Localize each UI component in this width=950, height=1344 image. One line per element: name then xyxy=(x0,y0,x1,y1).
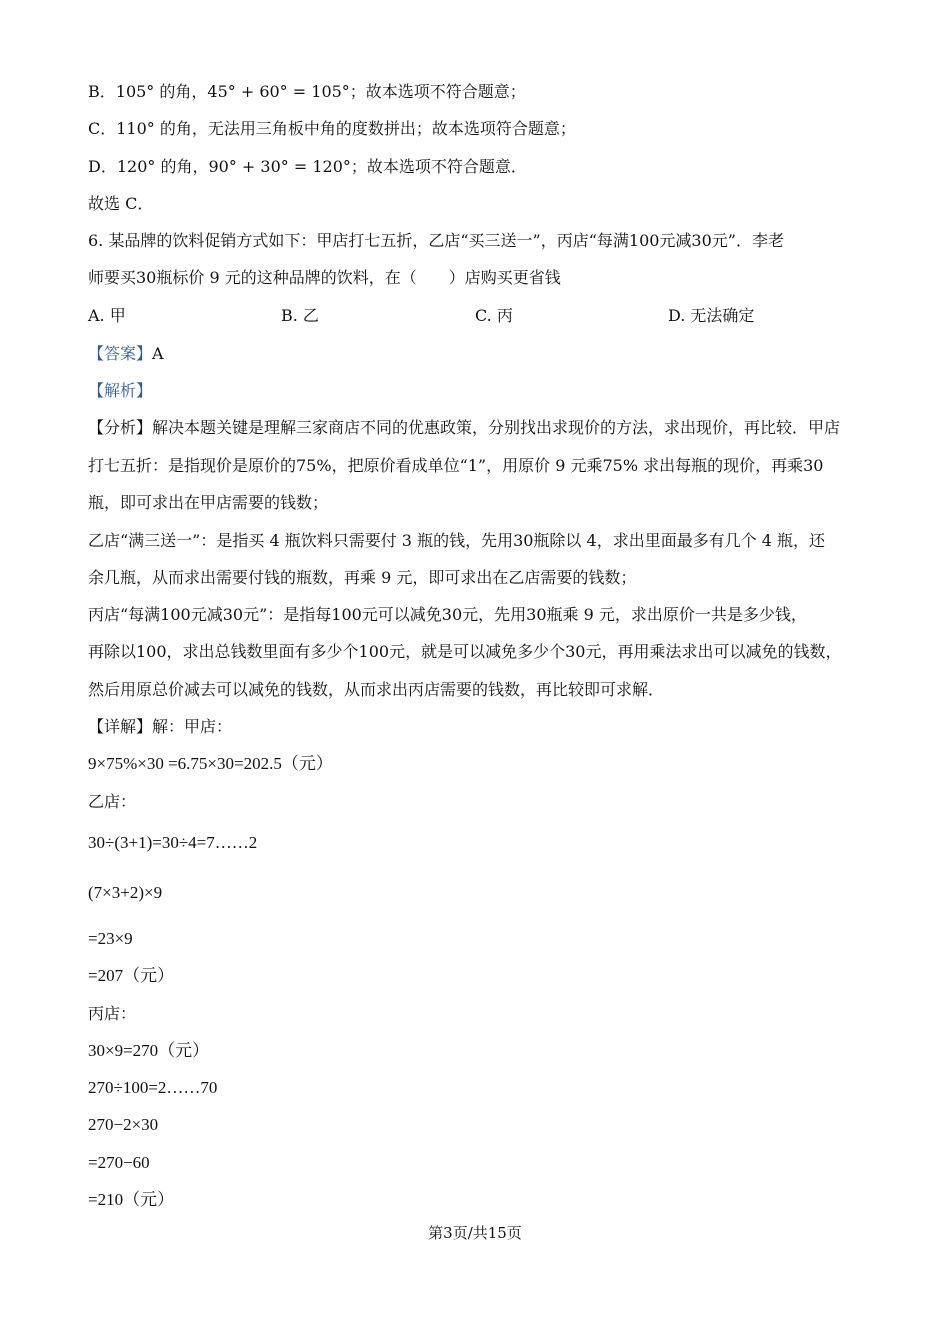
answer-line xyxy=(88,343,164,365)
question-6-line-2: 师要买30瓶标价 9 元的这种品牌的饮料，在（ ）店购买更省钱 xyxy=(88,268,561,287)
analysis-tag: 【分析】 xyxy=(88,418,153,437)
jia-calculation: 9×75%×30 =6.75×30=202.5（元） xyxy=(88,754,333,773)
detail-line xyxy=(88,716,232,738)
analysis-text: 解决本题关键是理解三家商店不同的优惠政策，分别找出求现价的方法，求出现价，再比较．甲店 xyxy=(152,418,841,437)
option-d-explanation: D．120° 的角，90° + 30° = 120°；故本选项不符合题意． xyxy=(88,157,527,176)
detail-intro: 解：甲店： xyxy=(152,717,233,736)
question-6-line-1: 6. 某品牌的饮料促销方式如下：甲店打七五折，乙店“买三送一”，丙店“每满100元减30元”．李老 xyxy=(88,231,784,250)
option-c-explanation: C．110° 的角，无法用三角板中角的度数拼出；故本选项符合题意； xyxy=(88,119,576,138)
analysis-line-8: 然后用原总价减去可以减免的钱数，从而求出丙店需要的钱数，再比较即可求解． xyxy=(88,680,665,699)
analysis-line-5: 余几瓶，从而求出需要付钱的瓶数，再乘 9 元，即可求出在乙店需要的钱数； xyxy=(88,568,637,587)
bing-calculation-4: =270−60 xyxy=(88,1153,150,1172)
option-c: C. 丙 xyxy=(475,306,513,325)
analysis-line-4: 乙店“满三送一”：是指买 4 瓶饮料只需要付 3 瓶的钱，先用30瓶除以 4，求出里面最多有几个 4 瓶，还 xyxy=(88,531,826,550)
option-b: B. 乙 xyxy=(281,306,319,325)
detail-tag: 【详解】 xyxy=(88,717,153,736)
option-b-explanation: B．105° 的角，45° + 60° = 105°；故本选项不符合题意； xyxy=(88,82,526,101)
analysis-line-1 xyxy=(88,417,840,439)
bing-calculation-2: 270÷100=2……70 xyxy=(88,1078,218,1097)
bing-label: 丙店： xyxy=(88,1004,137,1023)
page-number-footer: 第3页/共15页 xyxy=(428,1224,522,1242)
analysis-line-6: 丙店“每满100元减30元”：是指每100元可以减免30元，先用30瓶乘 9 元，求出原价一共是多少钱， xyxy=(88,605,807,624)
bing-calculation-3: 270−2×30 xyxy=(88,1115,159,1134)
yi-label: 乙店： xyxy=(88,792,137,811)
yi-calculation-1: 30÷(3+1)=30÷4=7……2 xyxy=(88,833,258,852)
analysis-line-2: 打七五折：是指现价是原价的75%，把原价看成单位“1”，用原价 9 元乘75% 求出每瓶的现价，再乘30 xyxy=(88,456,824,475)
answer-value: A xyxy=(152,344,164,363)
analysis-heading: 【解析】 xyxy=(88,381,153,400)
analysis-line-7: 再除以100，求出总钱数里面有多少个100元，就是可以减免多少个30元，再用乘法求出可以减免的钱数， xyxy=(88,642,842,661)
bing-calculation-5: =210（元） xyxy=(88,1190,175,1209)
option-d: D. 无法确定 xyxy=(668,306,755,325)
yi-calculation-4: =207（元） xyxy=(88,966,175,985)
bing-calculation-1: 30×9=270（元） xyxy=(88,1041,210,1060)
answer-tag: 【答案】 xyxy=(88,344,153,363)
option-a: A. 甲 xyxy=(88,306,126,325)
yi-calculation-3: =23×9 xyxy=(88,929,133,948)
previous-answer-choice: 故选 C． xyxy=(88,194,154,213)
yi-calculation-2: (7×3+2)×9 xyxy=(88,883,163,902)
analysis-line-3: 瓶，即可求出在甲店需要的钱数； xyxy=(88,493,329,512)
